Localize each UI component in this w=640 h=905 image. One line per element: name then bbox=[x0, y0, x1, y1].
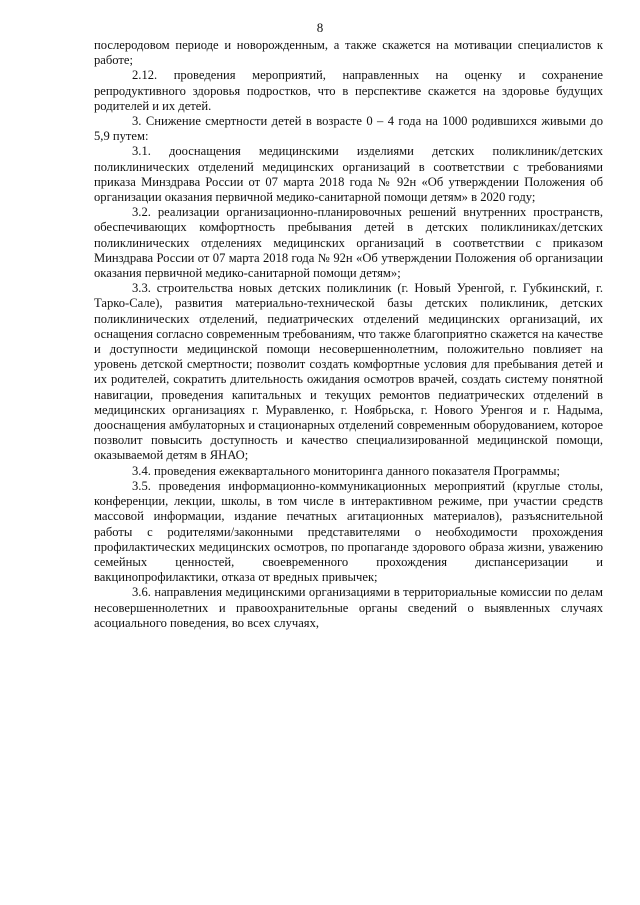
paragraph-2-12: 2.12. проведения мероприятий, направленных на оценку и сохранение репродуктивного здоровья подростков, что в перспективе скажется на здоровье будущих родителей и их детей. bbox=[94, 68, 603, 113]
paragraph-3-1: 3.1. дооснащения медицинскими изделиями детских поликлиник/детских поликлинических отделений медицинских организаций в соответствии с требованиями приказа Минздрава России от 07 марта 2018 года № 92н «Об утверждении Положения об организации оказания первичной медико-санитарной помощи детям» в 2020 году; bbox=[94, 144, 603, 205]
paragraph-3: 3. Снижение смертности детей в возрасте 0 – 4 года на 1000 родившихся живыми до 5,9 путем: bbox=[94, 114, 603, 144]
paragraph-3-3: 3.3. строительства новых детских поликлиник (г. Новый Уренгой, г. Губкинский, г. Тарко-Сале), развития материально-технической базы детских поликлиник, детских поликлинических отделений, педиатрических отделений медицинских организаций, их оснащения согласно современным требованиям, что также благоприятно скажется на качестве и доступности медицинской помощи несовершеннолетним, положительно повлияет на уровень детской смертности; позволит создать комфортные условия для пребывания детей и их родителей, сократить длительность ожидания осмотров врачей, создать систему понятной навигации, проведения капитальных и текущих ремонтов педиатрических отделений в медицинских организациях г. Муравленко, г. Ноябрьска, г. Нового Уренгоя и г. Надыма, дооснащения амбулаторных и стационарных отделений современным оборудованием, которое позволит повысить доступность и качество специализированной медицинской помощи, оказываемой детям в ЯНАО; bbox=[94, 281, 603, 463]
paragraph-continuation: послеродовом периоде и новорожденным, а также скажется на мотивации специалистов к работе; bbox=[94, 38, 603, 68]
paragraph-3-2: 3.2. реализации организационно-планировочных решений внутренних пространств, обеспечивающих комфортность пребывания детей в детских поликлиниках/детских поликлинических отделениях медицинских организаций в соответствии с приказом Минздрава России от 07 марта 2018 года № 92н «Об утверждении Положения об организации оказания первичной медико-санитарной помощи детям»; bbox=[94, 205, 603, 281]
paragraph-3-5: 3.5. проведения информационно-коммуникационных мероприятий (круглые столы, конференции, лекции, школы, в том числе в интерактивном режиме, при участии средств массовой информации, издание печатных агитационных материалов), разъяснительной работы с родителями/законными представителями о необходимости прохождения профилактических медицинских осмотров, по пропаганде здорового образа жизни, уважению семейных ценностей, своевременного прохождения диспансеризации и вакцинопрофилактики, отказа от вредных привычек; bbox=[94, 478, 603, 585]
paragraph-3-4: 3.4. проведения ежеквартального мониторинга данного показателя Программы; bbox=[132, 463, 561, 478]
page-number: 8 bbox=[316, 20, 324, 35]
document-body bbox=[94, 38, 603, 631]
paragraph-3-6: 3.6. направления медицинскими организациями в территориальные комиссии по делам несовершеннолетних и правоохранительные органы сведений о выявленных случаях асоциального поведения, во всех случаях, bbox=[94, 585, 603, 630]
